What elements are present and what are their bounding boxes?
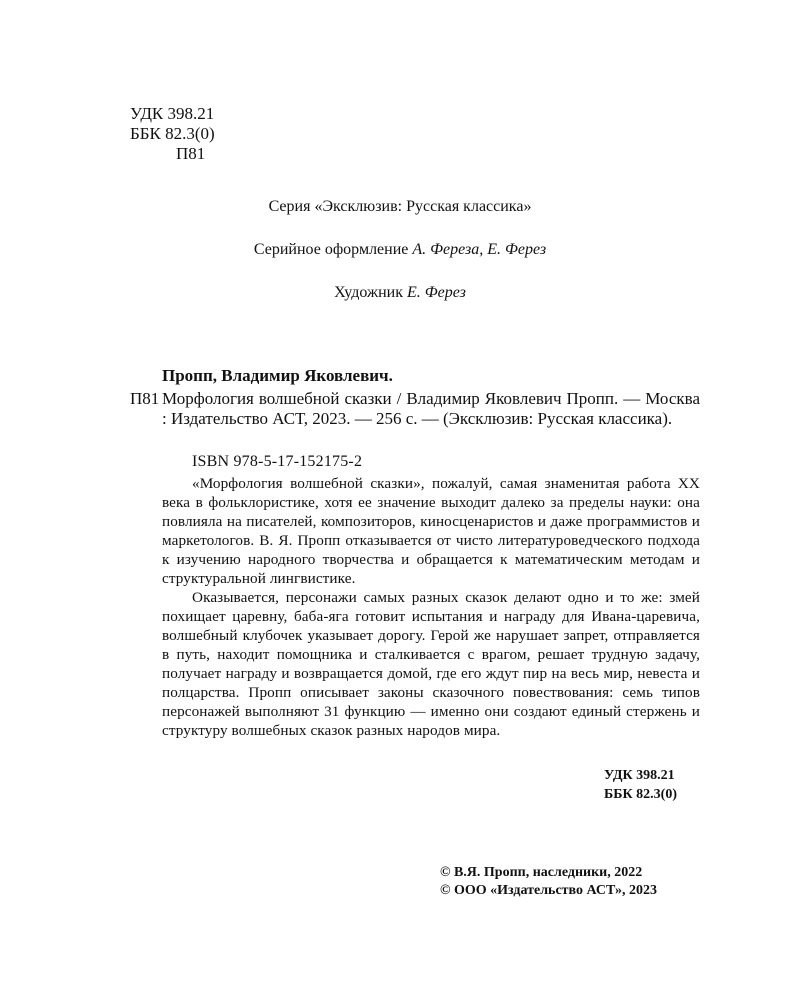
design-credit: [0, 241, 800, 259]
design-credit-names: А. Фереза, Е. Ферез: [412, 241, 547, 258]
catalog-code: П81: [130, 389, 160, 408]
udk-code: УДК 398.21: [130, 104, 215, 123]
udk-code-right: УДК 398.21: [604, 768, 675, 783]
classification-codes: [130, 104, 215, 164]
design-credit-label: Серийное оформление: [253, 241, 413, 258]
classification-codes-right: [604, 766, 677, 804]
isbn: ISBN 978-5-17-152175-2: [192, 453, 363, 470]
artist-credit: [0, 284, 800, 302]
author-mark: П81: [176, 144, 206, 163]
annotation-paragraph-1: «Морфология волшебной сказки», пожалуй, самая знаменитая работа XX века в фольклористике, хотя ее значение выходит далеко за пределы науки: она повлияла на писателей, композиторов, киносценаристов и даже программистов и маркетологов. В. Я. Пропп отказывается от чисто литературоведческого подхода к изучению народного творчества и обращается к математическим методам и структуральной лингвистике.: [162, 475, 700, 587]
series-line: Серия «Эксклюзив: Русская классика»: [268, 198, 532, 215]
annotation: [162, 474, 700, 740]
bibliographic-description: Морфология волшебной сказки / Владимир Яковлевич Пропп. — Москва : Издательство АСТ, 2023. — 256 с. — (Эксклюзив: Русская классика).: [162, 389, 700, 428]
artist-credit-name: Е. Ферез: [406, 284, 466, 301]
copyright-block: [440, 864, 657, 900]
artist-credit-label: Художник: [334, 284, 407, 301]
author-heading: Пропп, Владимир Яковлевич.: [162, 366, 393, 385]
bbk-code: ББК 82.3(0): [130, 124, 215, 143]
copyright-line-2: © ООО «Издательство АСТ», 2023: [440, 883, 658, 898]
annotation-paragraph-2: Оказывается, персонажи самых разных сказок делают одно и то же: змей похищает царевну, баба-яга готовит испытания и награду для Ивана-царевича, волшебный клубочек указывает дорогу. Герой же нарушает запрет, отправляется в путь, находит помощника и сталкивается с врагом, решает трудную задачу, получает награду и возвращается домой, где его ждут пир на весь мир, невеста и полцарства. Пропп описывает законы сказочного повествования: семь типов персонажей выполняют 31 функцию — именно они создают единый стержень и структуру волшебных сказок разных народов мира.: [162, 589, 700, 739]
bbk-code-right: ББК 82.3(0): [604, 787, 677, 802]
copyright-line-1: © В.Я. Пропп, наследники, 2022: [440, 865, 643, 880]
